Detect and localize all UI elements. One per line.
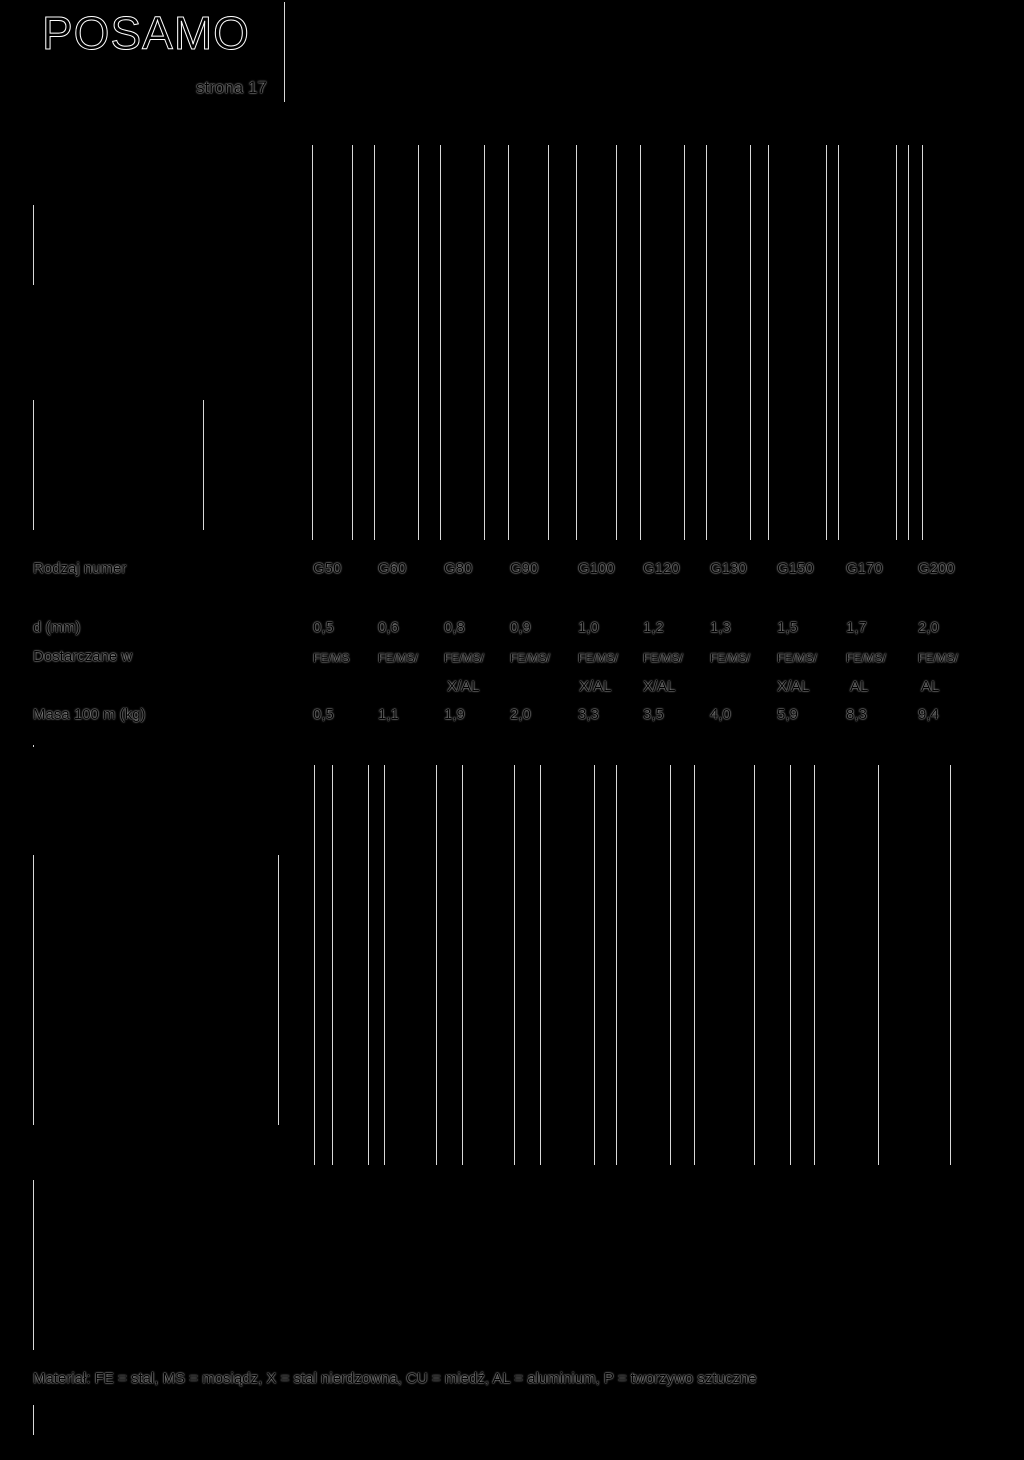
label-mass: Masa 100 m (kg) [33,706,146,723]
cell-supplied1: FE/MS/ [918,651,959,665]
cell-d: 1,5 [777,619,798,636]
cell-d: 1,3 [710,619,731,636]
cell-d: 0,9 [510,619,531,636]
cell-mass: 8,3 [846,706,867,723]
cell-type: G80 [444,560,473,577]
label-type: Rodzaj numer [33,560,127,577]
cell-supplied2: AL [921,678,940,695]
cell-type: G130 [710,560,747,577]
cell-supplied2: X/AL [643,678,676,695]
cell-supplied1: FE/MS/ [578,651,619,665]
header-divider [284,2,285,102]
cell-supplied2: AL [850,678,869,695]
cell-mass: 2,0 [510,706,531,723]
cell-d: 0,5 [313,619,334,636]
cell-supplied2: X/AL [447,678,480,695]
cell-mass: 3,3 [578,706,599,723]
cell-d: 1,0 [578,619,599,636]
cell-supplied1: FE/MS/ [846,651,887,665]
label-supplied: Dostarczane w [33,648,133,665]
cell-mass: 0,5 [313,706,334,723]
cell-supplied2: X/AL [579,678,612,695]
cell-mass: 9,4 [918,706,939,723]
cell-supplied1: FE/MS/ [444,651,485,665]
cell-supplied2: X/AL [777,678,810,695]
cell-supplied1: FE/MS/ [510,651,551,665]
cell-type: G150 [777,560,814,577]
cell-type: G200 [918,560,955,577]
cell-mass: 3,5 [643,706,664,723]
label-diameter: d (mm) [33,619,81,636]
page-label: strona 17 [196,78,267,97]
cell-type: G50 [313,560,342,577]
cell-mass: 5,9 [777,706,798,723]
cell-type: G120 [643,560,680,577]
cell-d: 1,2 [643,619,664,636]
cell-d: 1,7 [846,619,867,636]
cell-type: G170 [846,560,883,577]
cell-type: G60 [378,560,407,577]
cell-supplied1: FE/MS/ [777,651,818,665]
cell-type: G100 [578,560,615,577]
cell-d: 0,6 [378,619,399,636]
material-legend: Materiał: FE = stal, MS = mosiądz, X = stal nierdzowna, CU = miedź, AL = aluminium, P = tworzywo sztuczne [33,1370,757,1387]
cell-supplied1: FE/MS/ [710,651,751,665]
cell-supplied1: FE/MS/ [643,651,684,665]
cell-mass: 1,1 [378,706,399,723]
cell-mass: 1,9 [444,706,465,723]
cell-mass: 4,0 [710,706,731,723]
logo: POSAMO [42,7,250,59]
cell-type: G90 [510,560,539,577]
cell-supplied1: FE/MS/ [378,651,419,665]
cell-d: 2,0 [918,619,939,636]
cell-d: 0,8 [444,619,465,636]
cell-supplied1: FE/MS [313,651,350,665]
